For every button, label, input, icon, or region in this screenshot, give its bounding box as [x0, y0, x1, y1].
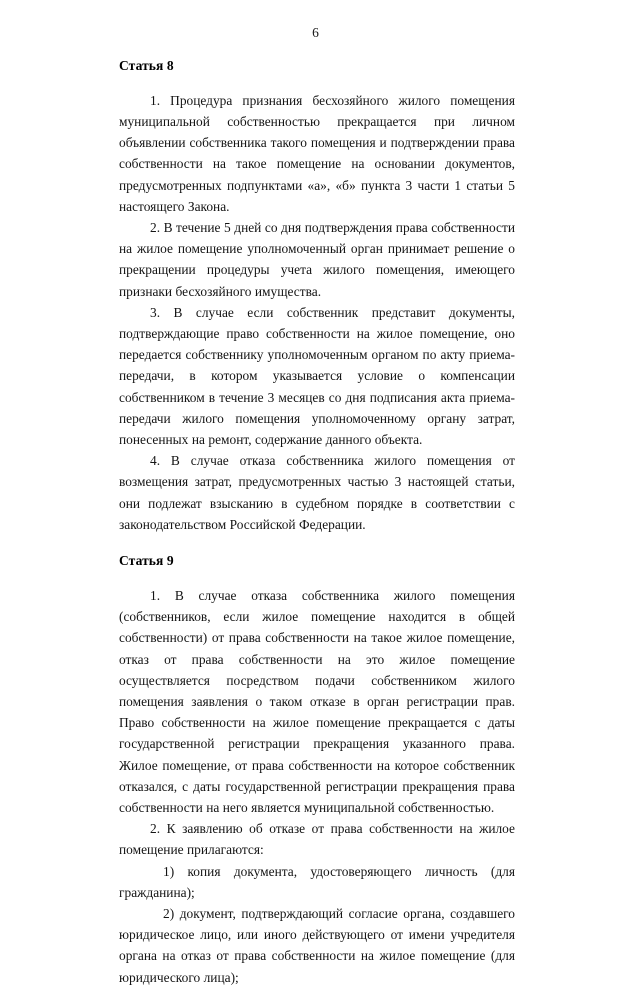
article-9-paragraph-2-item-1: 1) копия документа, удостоверяющего личность (для гражданина); — [119, 863, 515, 900]
article-8-paragraph-4: 4. В случае отказа собственника жилого помещения от возмещения затрат, предусмотренных частью 3 настоящей статьи, они подлежат взысканию в судебном порядке в соответствии с законодательством Российской Федерации. — [119, 453, 515, 532]
article-9-paragraph-1: 1. В случае отказа собственника жилого помещения (собственников, если жилое помещение находится в общей собственности) от права собственности на такое жилое помещение, отказ от права собственности на это жилое помещение осуществляется посредством подачи собственником жилого помещения заявления о таком отказе в орган регистрации прав. Право собственности на жилое помещение прекращается с даты государственной регистрации прекращения указанного права. Жилое помещение, от права собственности на которое собственник отказался, с даты государственной регистрации прекращения права собственности на него является муниципальной собственностью. — [119, 587, 515, 815]
article-9-paragraph-2: 2. К заявлению об отказе от права собственности на жилое помещение прилагаются: — [119, 821, 515, 858]
article-heading-8: Статья 8 — [119, 58, 174, 73]
article-8-paragraph-3: 3. В случае если собственник представит документы, подтверждающие право собственности на жилое помещение, оно передается собственнику уполномоченным органом по акту приема-передачи, в котором указывается условие о компенсации собственником в течение 3 месяцев со дня подписания акта приема-передачи жилого помещения уполномоченному органу затрат, понесенных на ремонт, содержание данного объекта. — [119, 304, 515, 448]
section-spacer — [119, 535, 515, 552]
heading-spacer — [119, 573, 515, 585]
page-number: 6 — [312, 25, 319, 40]
article-8-paragraph-1: 1. Процедура признания бесхозяйного жилого помещения муниципальной собственностью прекращается при личном объявлении собственника такого помещения и подтверждении права собственности на такое помещение на основании документов, предусмотренных подпунктами «а», «б» пункта 3 части 1 статьи 5 настоящего Закона. — [119, 92, 515, 214]
article-9-paragraph-2-item-2: 2) документ, подтверждающий согласие органа, создавшего юридическое лицо, или иного действующего от имени учредителя органа на отказ от права собственности на жилое помещение (для юридического лица); — [119, 905, 515, 985]
heading-spacer — [119, 78, 515, 90]
document-body — [119, 57, 515, 988]
article-8-paragraph-2: 2. В течение 5 дней со дня подтверждения права собственности на жилое помещение уполномоченный орган принимает решение о прекращении процедуры учета жилого помещения, имеющего признаки бесхозяйного имущества. — [119, 220, 515, 299]
article-heading-9: Статья 9 — [119, 553, 174, 569]
